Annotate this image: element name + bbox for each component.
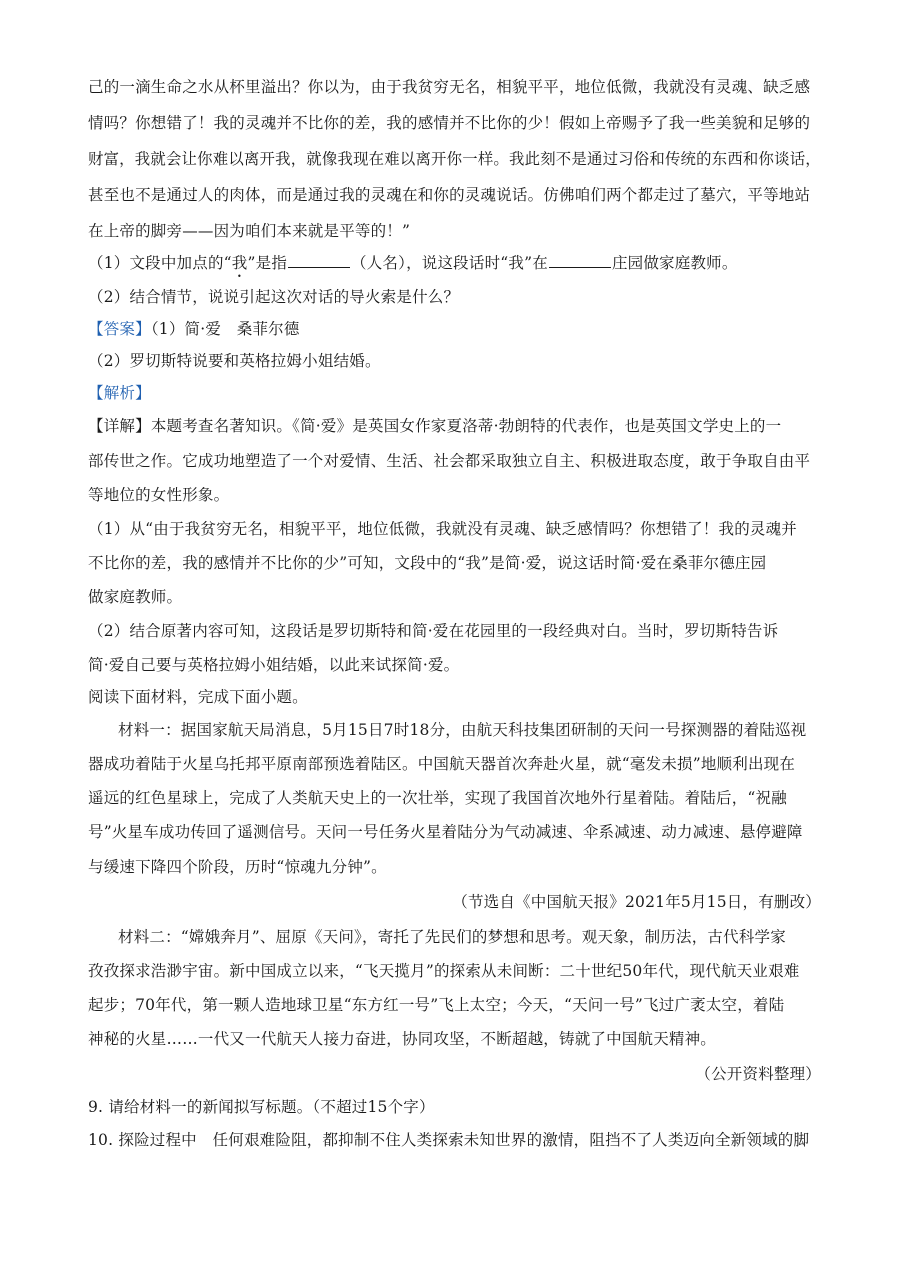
material-2-line: 起步；70年代，第一颗人造地球卫星“东方红一号”飞上太空；今天，“天问一号”飞过广袤太空，着陆 bbox=[88, 996, 785, 1014]
material-2-source: （公开资料整理） bbox=[695, 1065, 821, 1083]
analysis-tag-text: 【解析】 bbox=[88, 384, 151, 402]
answer-blank-estate[interactable] bbox=[549, 252, 611, 268]
analysis-line: 等地位的女性形象。 bbox=[88, 486, 230, 504]
analysis-line: （2）结合原著内容可知，这段话是罗切斯特和简·爱在花园里的一段经典对白。当时，罗切斯特告诉 bbox=[88, 622, 779, 640]
passage-line: 财富，我就会让你难以离开我，就像我现在难以离开你一样。我此刻不是通过习俗和传统的东西和你谈话， bbox=[88, 150, 821, 168]
question-9: 9. 请给材料一的新闻拟写标题。（不超过15个字） bbox=[88, 1098, 435, 1116]
answer-blank-name[interactable] bbox=[288, 252, 350, 268]
passage-line: 情吗？你想错了！我的灵魂并不比你的差，我的感情并不比你的少！假如上帝赐予了我一些美貌和足够的 bbox=[88, 114, 811, 132]
material-2-line: 孜孜探求浩渺宇宙。新中国成立以来，“飞天揽月”的探索从未间断：二十世纪50年代，现代航天业艰难 bbox=[88, 962, 800, 980]
question-1 bbox=[88, 252, 738, 274]
question-1-text-b: ”是指 bbox=[247, 254, 288, 272]
passage-line: 在上帝的脚旁——因为咱们本来就是平等的！” bbox=[88, 222, 411, 240]
material-2-line: 材料二：“嫦娥奔月”、屈原《天问》，寄托了先民们的梦想和思考。观天象，制历法，古代科学家 bbox=[118, 928, 786, 946]
answer-tag: 【答案】 bbox=[88, 320, 151, 338]
material-1-line: 器成功着陆于火星乌托邦平原南部预选着陆区。中国航天器首次奔赴火星，就“毫发未损”地顺利出现在 bbox=[88, 755, 796, 773]
answer-line-1 bbox=[88, 318, 300, 340]
reading-intro: 阅读下面材料，完成下面小题。 bbox=[88, 688, 308, 706]
question-2: （2）结合情节，说说引起这次对话的导火索是什么？ bbox=[88, 288, 460, 306]
material-1-line: 遥远的红色星球上，完成了人类航天史上的一次壮举，实现了我国首次地外行星着陆。着陆后，“祝融 bbox=[88, 789, 787, 807]
question-1-text-c: （人名），说这段话时“我”在 bbox=[351, 254, 548, 272]
answer-text-1: （1）简·爱 桑菲尔德 bbox=[150, 320, 300, 338]
analysis-text: 本题考查名著知识。《简·爱》是英国女作家夏洛蒂·勃朗特的代表作，也是英国文学史上的一 bbox=[150, 417, 782, 435]
passage-line: 己的一滴生命之水从杯里溢出？你以为，由于我贫穷无名，相貌平平，地位低微，我就没有灵魂、缺乏感 bbox=[88, 78, 811, 96]
answer-line-2: （2）罗切斯特说要和英格拉姆小姐结婚。 bbox=[88, 352, 381, 370]
question-10: 10. 探险过程中 任何艰难险阻，都抑制不住人类探索未知世界的激情，阻挡不了人类迈向全新领域的脚 bbox=[88, 1131, 810, 1149]
analysis-line: （1）从“由于我贫穷无名，相貌平平，地位低微，我就没有灵魂、缺乏感情吗？你想错了！我的灵魂并 bbox=[88, 520, 797, 538]
analysis-line bbox=[88, 415, 781, 437]
passage-line: 甚至也不是通过人的肉体，而是通过我的灵魂在和你的灵魂说话。仿佛咱们两个都走过了墓穴，平等地站 bbox=[88, 186, 811, 204]
material-2-line: 神秘的火星……一代又一代航天人接力奋进，协同攻坚，不断超越，铸就了中国航天精神。 bbox=[88, 1030, 717, 1048]
analysis-line: 部传世之作。它成功地塑造了一个对爱情、生活、社会都采取独立自主、积极进取态度，敢于争取自由平 bbox=[88, 452, 811, 470]
material-1-line: 材料一：据国家航天局消息，5月15日7时18分，由航天科技集团研制的天问一号探测器的着陆巡视 bbox=[118, 721, 807, 739]
material-1-line: 号”火星车成功传回了遥测信号。天问一号任务火星着陆分为气动减速、伞系减速、动力减速、悬停避障 bbox=[88, 823, 803, 841]
material-1-line: 与缓速下降四个阶段，历时“惊魂九分钟”。 bbox=[88, 858, 387, 876]
analysis-tag bbox=[88, 382, 151, 404]
dotted-word: 我 bbox=[231, 254, 248, 272]
analysis-line: 不比你的差，我的感情并不比你的少”可知，文段中的“我”是简·爱，说这话时简·爱在桑菲尔德庄园 bbox=[88, 554, 767, 572]
material-1-source: （节选自《中国航天报》2021年5月15日，有删改） bbox=[452, 893, 821, 911]
question-1-text-d: 庄园做家庭教师。 bbox=[611, 254, 738, 272]
analysis-line: 简·爱自己要与英格拉姆小姐结婚，以此来试探简·爱。 bbox=[88, 656, 460, 674]
question-1-text-a: （1）文段中加点的“ bbox=[88, 254, 232, 272]
detail-tag: 【详解】 bbox=[88, 417, 151, 435]
analysis-line: 做家庭教师。 bbox=[88, 588, 183, 606]
